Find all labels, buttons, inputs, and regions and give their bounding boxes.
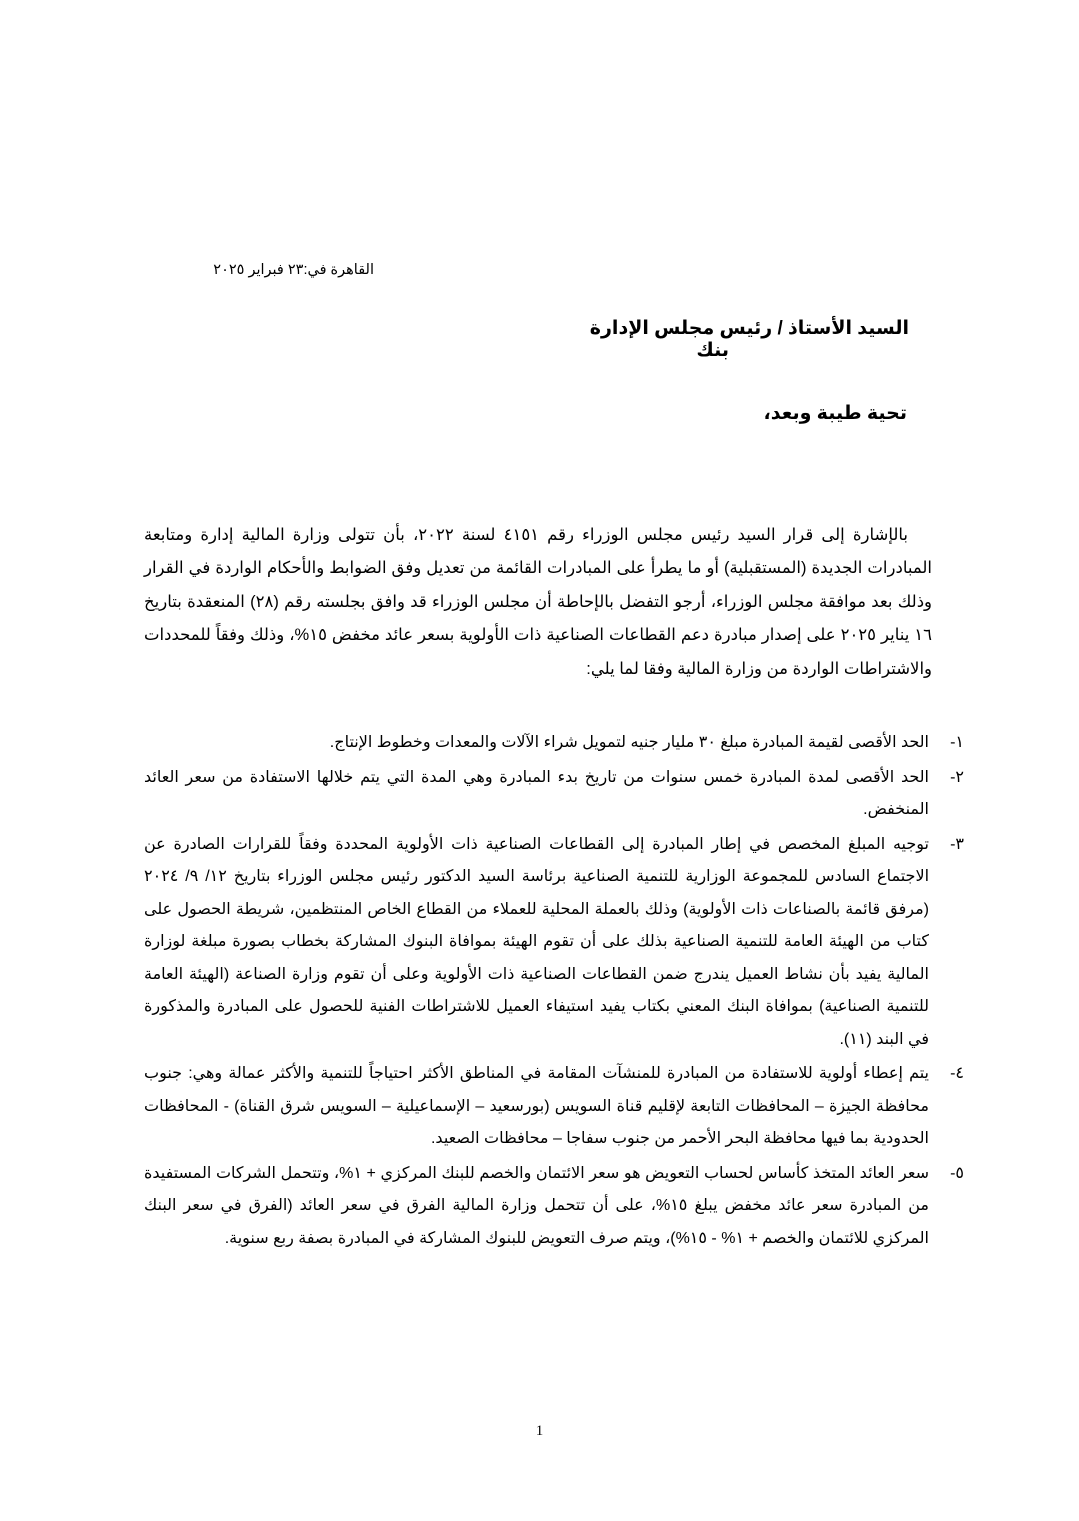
page-number: 1	[535, 1423, 544, 1439]
addressee-title: السيد الأستاذ / رئيس مجلس الإدارة	[589, 318, 909, 339]
list-item-number: ١-	[950, 734, 964, 751]
list-item-text: يتم إعطاء أولوية للاستفادة من المبادرة للمنشآت المقامة في المناطق الأكثر احتياجاً للتنمية والأكثر عمالة وهي: جنوب محافظة الجيزة – المحافظات التابعة لإقليم قناة السويس (بورسعيد – الإسماعيلية – السويس شرق القناة) - المحافظات الحدودية بما فيها محافظة البحر الأحمر من جنوب سفاجا – محافظات الصعيد.	[144, 1065, 929, 1147]
list-item-number: ٢-	[950, 768, 964, 786]
list-item-number: ٥-	[950, 1164, 964, 1182]
list-item	[144, 829, 964, 1057]
addressee-bank: بنك	[696, 340, 729, 361]
list-item-text: الحد الأقصى لمدة المبادرة خمس سنوات من تاريخ بدء المبادرة وهي المدة التي يتم خلالها الاستفادة من سعر العائد المنخفض.	[144, 768, 929, 818]
list-item	[144, 762, 964, 827]
list-item-number: ٤-	[950, 1065, 964, 1082]
list-item-number: ٣-	[950, 835, 964, 853]
date-line: القاهرة في:٢٣ فبراير ٢٠٢٥	[213, 262, 374, 278]
list-item	[144, 1058, 964, 1156]
list-item-text: توجيه المبلغ المخصص في إطار المبادرة إلى القطاعات الصناعية ذات الأولوية المحددة وفقاً للقرارات الصادرة عن الاجتماع السادس للمجموعة الوزارية للتنمية الصناعية برئاسة السيد الدكتور رئيس مجلس الوزراء بتاريخ ١٢/ ٩/ ٢٠٢٤ (مرفق قائمة بالصناعات ذات الأولوية) وذلك بالعملة المحلية للعملاء من القطاع الخاص المنتظمين، شريطة الحصول على كتاب من الهيئة العامة للتنمية الصناعية بذلك على أن تقوم الهيئة بموافاة البنوك المشاركة بخطاب بصورة مبلغة لوزارة المالية يفيد بأن نشاط العميل يندرج ضمن القطاعات الصناعية ذات الأولوية وعلى أن تقوم وزارة الصناعة (الهيئة العامة للتنمية الصناعية) بموافاة البنك المعني بكتاب يفيد استيفاء العميل للاشتراطات الفنية للحصول على المبادرة والمذكورة في البند (١١).	[144, 835, 930, 1048]
addressee-block	[590, 318, 909, 362]
list-item	[144, 727, 964, 760]
list-item	[144, 1158, 964, 1256]
list-item-text: سعر العائد المتخذ كأساس لحساب التعويض هو سعر الائتمان والخصم للبنك المركزي + ١%، وتتحمل الشركات المستفيدة من المبادرة سعر عائد مخفض يبلغ ١٥%، على أن تتحمل وزارة المالية الفرق في سعر العائد (الفرق في سعر البنك المركزي للائتمان والخصم + ١% - ١٥%)، ويتم صرف التعويض للبنوك المشاركة في المبادرة بصفة ربع سنوية.	[144, 1164, 930, 1247]
greeting: تحية طيبة وبعد،	[763, 403, 907, 424]
conditions-list	[144, 727, 964, 1257]
list-item-text: الحد الأقصى لقيمة المبادرة مبلغ ٣٠ مليار جنيه لتمويل شراء الآلات والمعدات وخطوط الإنتاج.	[329, 734, 929, 751]
intro-paragraph: بالإشارة إلى قرار السيد رئيس مجلس الوزراء رقم ٤١٥١ لسنة ٢٠٢٢، بأن تتولى وزارة المالية إدارة ومتابعة المبادرات الجديدة (المستقبلية) أو ما يطرأ على المبادرات القائمة من تعديل وفق الضوابط والأحكام الواردة في القرار وذلك بعد موافقة مجلس الوزراء، أرجو التفضل بالإحاطة أن مجلس الوزراء قد وافق بجلسته رقم (٢٨) المنعقدة بتاريخ ١٦ يناير ٢٠٢٥ على إصدار مبادرة دعم القطاعات الصناعية ذات الأولوية بسعر عائد مخفض ١٥%، وذلك وفقاً للمحددات والاشتراطات الواردة من وزارة المالية وفقا لما يلي:	[144, 525, 933, 678]
